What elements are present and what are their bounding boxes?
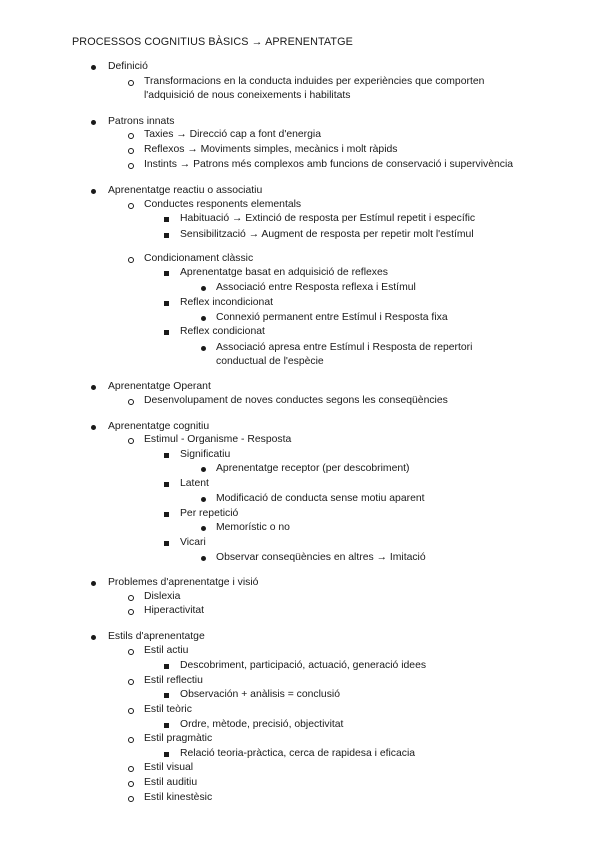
sub-sub-list-item: Latent — [180, 478, 209, 489]
document-title: PROCESSOS COGNITIUS BÀSICS → APRENENTATGE — [72, 36, 353, 48]
bullet-icon — [164, 541, 169, 546]
bullet-icon — [201, 467, 206, 472]
sub-list-item: Desenvolupament de noves conductes segons les conseqüències — [144, 395, 448, 406]
bullet-icon — [164, 330, 169, 335]
bullet-icon — [128, 80, 134, 86]
sub-sub-list-item: Ordre, mètode, precisió, objectivitat — [180, 719, 344, 730]
sub-list-item: l'adquisició de nous coneixements i habilitats — [144, 90, 351, 101]
deep-list-item: Memorístic o no — [216, 522, 290, 533]
bullet-icon — [164, 482, 169, 487]
list-item: Problemes d'aprenentatge i visió — [108, 577, 259, 588]
bullet-icon — [164, 271, 169, 276]
sub-list-item: Transformacions en la conducta induides per experiències que comporten — [144, 76, 485, 87]
bullet-icon — [128, 737, 134, 743]
bullet-icon — [91, 425, 96, 430]
sub-sub-list-item: Aprenentatge basat en adquisició de reflexes — [180, 267, 388, 278]
sub-list-item: Hiperactivitat — [144, 605, 205, 616]
sub-list-item: Instints → Patrons més complexos amb funcions de conservació i supervivència — [144, 159, 514, 170]
sub-list-item: Estil actiu — [144, 645, 189, 656]
bullet-icon — [128, 163, 134, 169]
sub-list-item: Taxies → Direcció cap a font d'energia — [144, 129, 321, 140]
bullet-icon — [201, 346, 206, 351]
sub-sub-list-item: Sensibilització → Augment de resposta per repetir molt l'estímul — [180, 229, 474, 240]
bullet-icon — [128, 679, 134, 685]
bullet-icon — [91, 581, 96, 586]
bullet-icon — [201, 286, 206, 291]
bullet-icon — [201, 497, 206, 502]
deep-list-item: Aprenentatge receptor (per descobriment) — [216, 463, 410, 474]
bullet-icon — [91, 120, 96, 125]
deep-list-item: Associació entre Resposta reflexa i Estímul — [216, 282, 416, 293]
sub-list-item: Conductes responents elementals — [144, 199, 302, 210]
bullet-icon — [128, 766, 134, 772]
sub-list-item: Estil teòric — [144, 704, 192, 715]
bullet-icon — [164, 752, 169, 757]
bullet-icon — [128, 203, 134, 209]
bullet-icon — [128, 609, 134, 615]
bullet-icon — [201, 526, 206, 531]
list-item: Aprenentatge cognitiu — [108, 421, 210, 432]
deep-list-item: Connexió permanent entre Estímul i Resposta fixa — [216, 312, 448, 323]
sub-sub-list-item: Descobriment, participació, actuació, generació idees — [180, 660, 427, 671]
list-item: Aprenentatge reactiu o associatiu — [108, 185, 263, 196]
bullet-icon — [164, 233, 169, 238]
sub-sub-list-item: Reflex incondicionat — [180, 297, 273, 308]
bullet-icon — [164, 301, 169, 306]
sub-list-item: Estimul - Organisme - Resposta — [144, 434, 292, 445]
bullet-icon — [91, 65, 96, 70]
list-item: Patrons innats — [108, 116, 175, 127]
list-item: Estils d'aprenentatge — [108, 631, 205, 642]
bullet-icon — [164, 512, 169, 517]
bullet-icon — [164, 664, 169, 669]
bullet-icon — [201, 556, 206, 561]
sub-list-item: Estil auditiu — [144, 777, 198, 788]
bullet-icon — [128, 133, 134, 139]
sub-sub-list-item: Habituació → Extinció de resposta per Estímul repetit i específic — [180, 213, 476, 224]
bullet-icon — [164, 693, 169, 698]
deep-list-item: Modificació de conducta sense motiu aparent — [216, 493, 425, 504]
list-item: Aprenentatge Operant — [108, 381, 211, 392]
bullet-icon — [128, 148, 134, 154]
bullet-icon — [128, 595, 134, 601]
deep-list-item: Associació apresa entre Estímul i Resposta de repertori — [216, 342, 473, 353]
bullet-icon — [91, 635, 96, 640]
bullet-icon — [91, 189, 96, 194]
bullet-icon — [164, 217, 169, 222]
bullet-icon — [128, 708, 134, 714]
sub-sub-list-item: Significatiu — [180, 449, 231, 460]
sub-sub-list-item: Vicari — [180, 537, 206, 548]
sub-sub-list-item: Relació teoria-pràctica, cerca de rapidesa i eficacia — [180, 748, 416, 759]
bullet-icon — [128, 649, 134, 655]
sub-list-item: Estil kinestèsic — [144, 792, 213, 803]
sub-list-item: Estil reflectiu — [144, 675, 203, 686]
bullet-icon — [164, 453, 169, 458]
bullet-icon — [201, 316, 206, 321]
list-item: Definició — [108, 61, 148, 72]
bullet-icon — [91, 385, 96, 390]
bullet-icon — [164, 723, 169, 728]
sub-sub-list-item: Per repetició — [180, 508, 239, 519]
sub-sub-list-item: Observación + anàlisis = conclusió — [180, 689, 340, 700]
deep-list-item: Observar conseqüències en altres → Imitació — [216, 552, 426, 563]
bullet-icon — [128, 781, 134, 787]
sub-list-item: Reflexos → Moviments simples, mecànics i molt ràpids — [144, 144, 398, 155]
bullet-icon — [128, 399, 134, 405]
sub-sub-list-item: Reflex condicionat — [180, 326, 265, 337]
sub-list-item: Estil visual — [144, 762, 194, 773]
bullet-icon — [128, 796, 134, 802]
deep-list-item: conductual de l'espècie — [216, 356, 324, 367]
sub-list-item: Estil pragmàtic — [144, 733, 213, 744]
bullet-icon — [128, 257, 134, 263]
bullet-icon — [128, 438, 134, 444]
sub-list-item: Condicionament clàssic — [144, 253, 254, 264]
sub-list-item: Dislexia — [144, 591, 181, 602]
